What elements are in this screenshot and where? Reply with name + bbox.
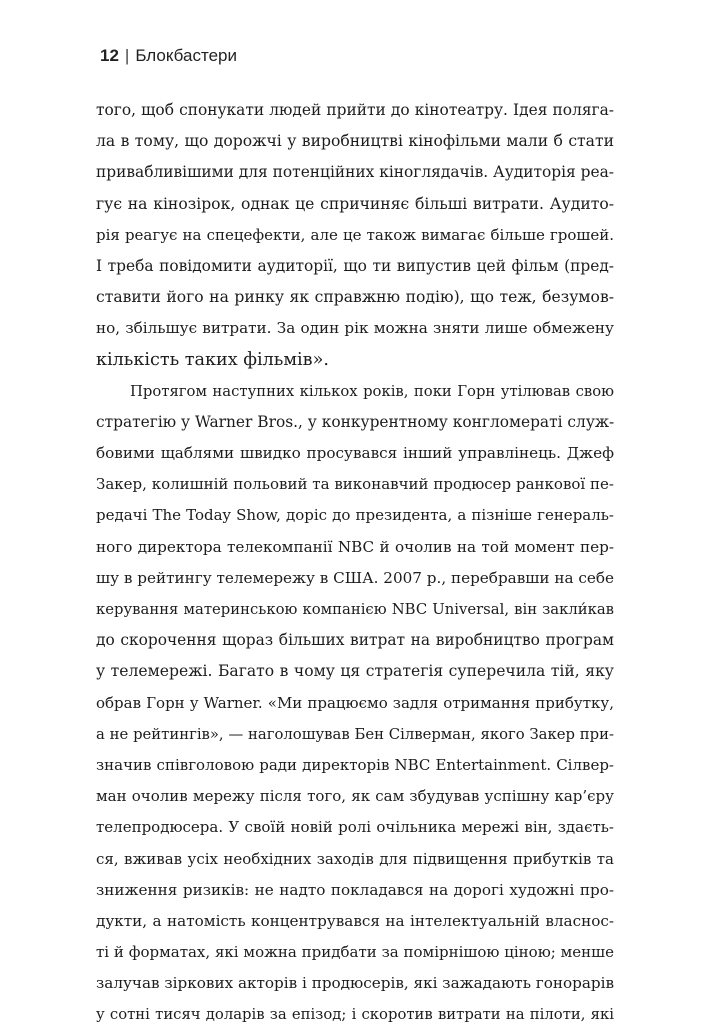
text-line: ті й форматах, які можна придбати за помірнішою ціною; менше <box>96 943 614 962</box>
paragraph-end-line: кількість таких фільмів». <box>96 349 329 370</box>
text-line: редачі The Today Show, доріс до президента, а пізніше генераль- <box>96 506 614 525</box>
text-line: ла в тому, що дорожчі у виробництві кінофільми мали б стати <box>96 132 614 151</box>
header-separator: | <box>124 46 130 65</box>
running-header <box>100 46 237 66</box>
chapter-title: Блокбастери <box>135 46 237 65</box>
text-line: зниження ризиків: не надто покладався на дорогі художні про- <box>96 880 614 899</box>
text-line: Закер, колишній польовий та виконавчий продюсер ранкової пе- <box>96 475 614 494</box>
text-line: обрав Горн у Warner. «Ми працюємо задля отримання прибутку, <box>96 693 614 712</box>
text-line: телепродюсера. У своїй новій ролі очільника мережі він, здаєть- <box>96 818 614 837</box>
text-line: значив співголовою ради директорів NBC Entertainment. Сілвер- <box>96 755 614 774</box>
text-line: но, збільшує витрати. За один рік можна зняти лише обмежену <box>96 319 614 338</box>
body-text <box>96 95 614 1031</box>
text-line: до скорочення щораз більших витрат на виробництво програм <box>96 631 614 650</box>
text-line: керування материнською компанією NBC Universal, він закли́кав <box>96 601 614 618</box>
text-line: стратегію у Warner Bros., у конкурентному конгломераті служ- <box>96 412 615 431</box>
text-line: того, щоб спонукати людей прийти до кінотеатру. Ідея поляга- <box>96 101 614 119</box>
text-line: шу в рейтингу телемережу в США. 2007 р., перебравши на себе <box>96 568 614 587</box>
text-line: у телемережі. Багато в чому ця стратегія суперечила тій, яку <box>96 662 614 681</box>
paragraph-start-line: Протягом наступних кількох років, поки Горн утілював свою <box>130 382 614 400</box>
text-line: залучав зіркових акторів і продюсерів, які зажадають гонорарів <box>96 974 615 993</box>
text-line: у сотні тисяч доларів за епізод; і скоротив витрати на пілоти, які <box>96 1006 614 1024</box>
text-line: гує на кінозірок, однак це спричиняє більші витрати. Аудито- <box>96 194 614 213</box>
text-line: ся, вживав усіх необхідних заходів для підвищення прибутків та <box>96 849 614 868</box>
text-line: а не рейтингів», — наголошував Бен Сілверман, якого Закер при- <box>96 725 614 743</box>
page-number: 12 <box>100 46 119 65</box>
text-line: привабливішими для потенційних кіноглядачів. Аудиторія реа- <box>96 163 614 182</box>
text-line: І треба повідомити аудиторії, що ти випустив цей фільм (пред- <box>96 256 614 275</box>
text-line: ставити його на ринку як справжню подію), що теж, безумов- <box>96 288 614 307</box>
text-line: ман очолив мережу після того, як сам збудував успішну кар’єру <box>96 787 614 806</box>
text-line: ного директора телекомпанії NBC й очолив на той момент пер- <box>96 537 614 556</box>
text-line: дукти, а натомість концентрувався на інтелектуальній власнос- <box>96 911 614 930</box>
text-line: рія реагує на спецефекти, але це також вимагає більше грошей. <box>96 225 614 244</box>
text-line: бовими щаблями швидко просувався інший управлінець. Джеф <box>96 444 614 463</box>
